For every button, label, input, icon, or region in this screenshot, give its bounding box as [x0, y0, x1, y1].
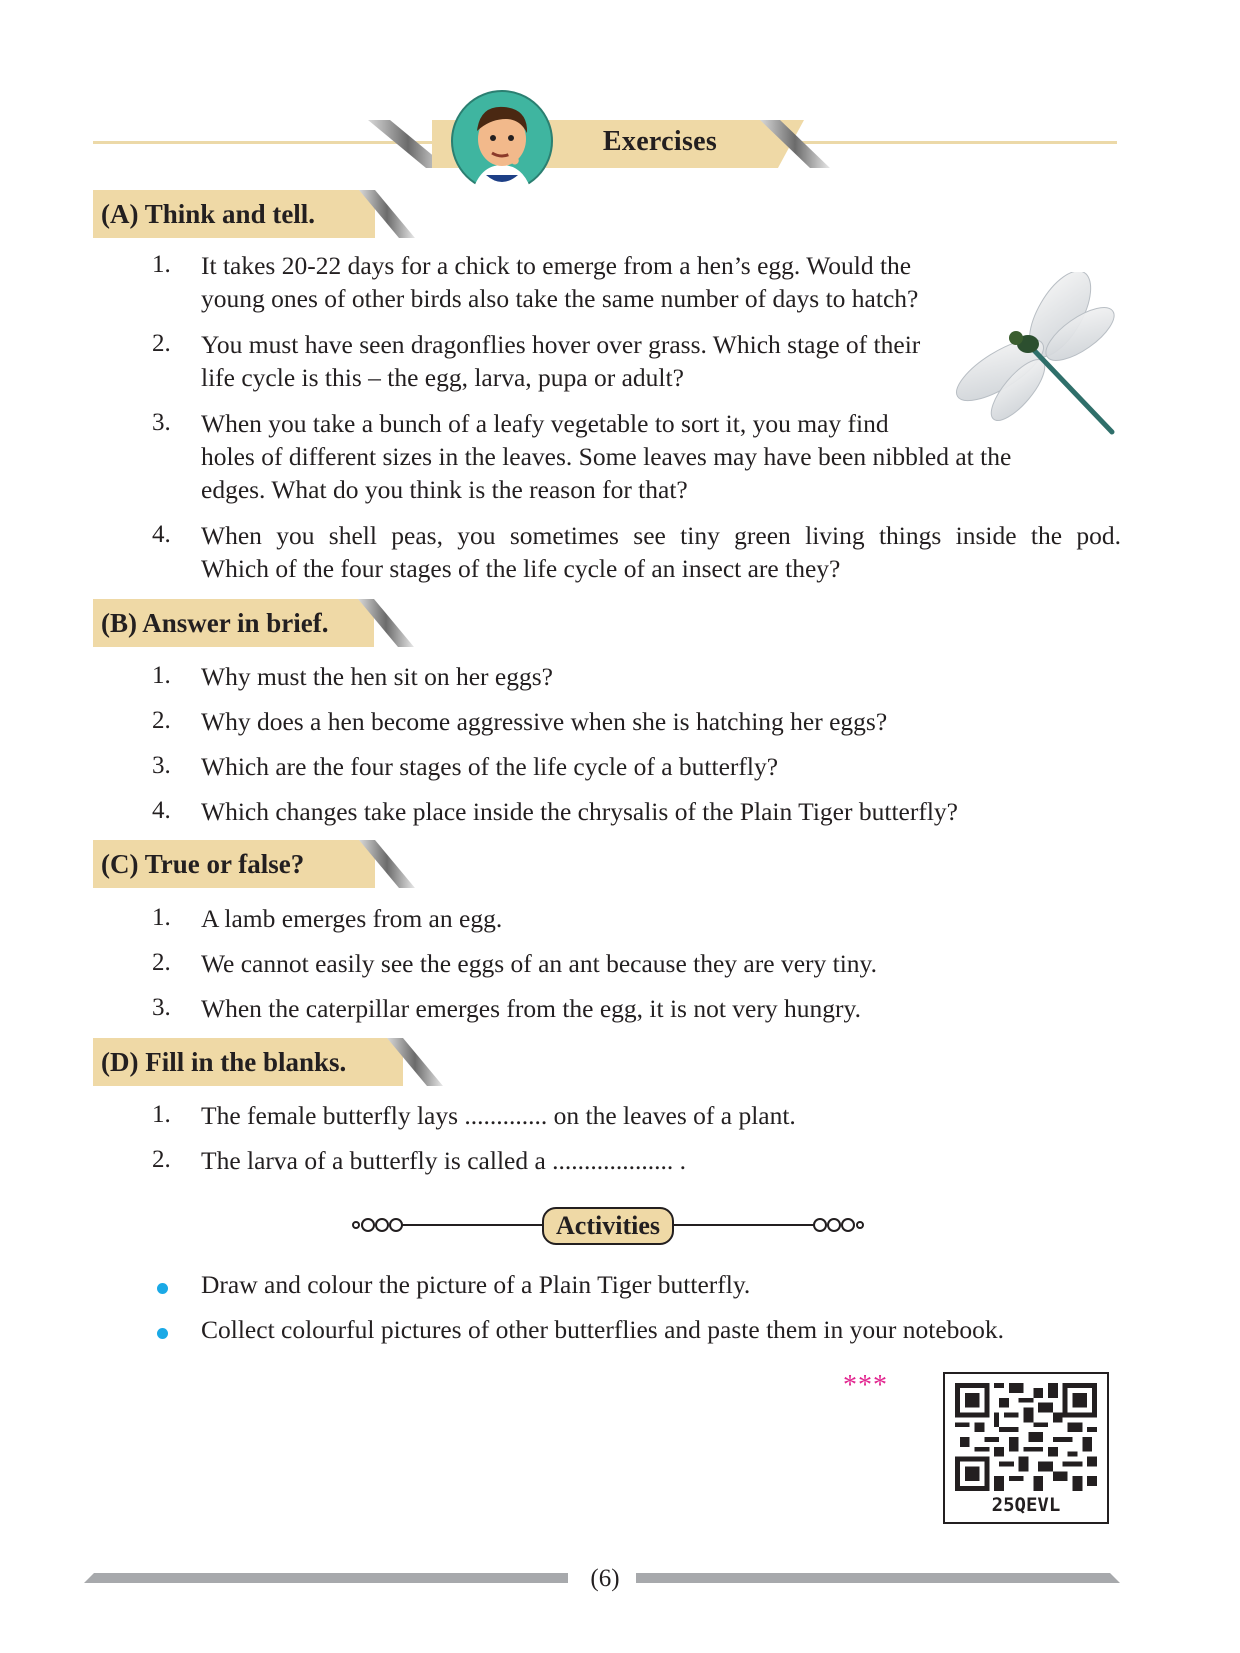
- end-stars: ***: [843, 1370, 888, 1401]
- question-a1: It takes 20-22 days for a chick to emerge from a hen’s egg. Would the young ones of other birds also take the same number of days to hatch?: [201, 251, 919, 313]
- item-number: 4.: [152, 521, 171, 548]
- section-d-title: (D) Fill in the blanks.: [101, 1047, 347, 1077]
- item-number: 3.: [152, 994, 171, 1021]
- activities-title: Activities: [542, 1207, 674, 1245]
- activity-2: Collect colourful pictures of other butterflies and paste them in your notebook.: [201, 1315, 1005, 1344]
- activity-1: Draw and colour the picture of a Plain Tiger butterfly.: [201, 1270, 751, 1299]
- page-number: (6): [590, 1565, 620, 1592]
- question-a3: When you take a bunch of a leafy vegetable to sort it, you may find holes of different sizes in the leaves. Some leaves may have been nibbled at the edges. What do you think is the reason for that?: [201, 409, 1012, 504]
- question-b2: Why does a hen become aggressive when she is hatching her eggs?: [201, 707, 888, 736]
- section-c-title: (C) True or false?: [101, 849, 305, 879]
- footer-rule-right: [636, 1573, 1120, 1583]
- question-a2: You must have seen dragonflies hover over grass. Which stage of their life cycle is this – the egg, larva, pupa or adult?: [201, 330, 921, 392]
- item-number: 2.: [152, 707, 171, 734]
- question-b1: Why must the hen sit on her eggs?: [201, 662, 553, 691]
- qr-code-label: 25QEVL: [991, 1494, 1061, 1516]
- item-number: 2.: [152, 1146, 171, 1173]
- item-number: 1.: [152, 662, 171, 689]
- section-a-title: (A) Think and tell.: [101, 199, 316, 229]
- item-number: 3.: [152, 409, 171, 436]
- statement-c2: We cannot easily see the eggs of an ant because they are very tiny.: [201, 949, 878, 978]
- question-a4: When you shell peas, you sometimes see tiny green living things inside the pod. Which of the four stages of the life cycle of an insect are they?: [201, 521, 1121, 583]
- item-number: 2.: [152, 330, 171, 357]
- question-b3: Which are the four stages of the life cycle of a butterfly?: [201, 752, 779, 781]
- item-number: 2.: [152, 949, 171, 976]
- qr-code[interactable]: [943, 1372, 1109, 1524]
- qr-code-icon: [955, 1382, 1097, 1492]
- item-number: 1.: [152, 251, 171, 278]
- header-slash-right: [760, 120, 830, 170]
- question-b4: Which changes take place inside the chrysalis of the Plain Tiger butterfly?: [201, 797, 958, 826]
- statement-c3: When the caterpillar emerges from the egg, it is not very hungry.: [201, 994, 861, 1023]
- bullet-icon: [157, 1283, 168, 1294]
- item-number: 1.: [152, 1101, 171, 1128]
- item-number: 4.: [152, 797, 171, 824]
- boy-avatar-icon: [450, 89, 554, 193]
- item-number: 1.: [152, 904, 171, 931]
- bullet-icon: [157, 1328, 168, 1339]
- section-b-title: (B) Answer in brief.: [101, 608, 329, 638]
- item-number: 3.: [152, 752, 171, 779]
- dragonfly-icon: [950, 272, 1120, 442]
- blank-d2: The larva of a butterfly is called a ................... .: [201, 1146, 687, 1175]
- statement-c1: A lamb emerges from an egg.: [201, 904, 503, 933]
- blank-d1: The female butterfly lays ............. on the leaves of a plant.: [201, 1101, 796, 1130]
- page-title: Exercises: [602, 126, 718, 157]
- footer-rule-left: [84, 1573, 568, 1583]
